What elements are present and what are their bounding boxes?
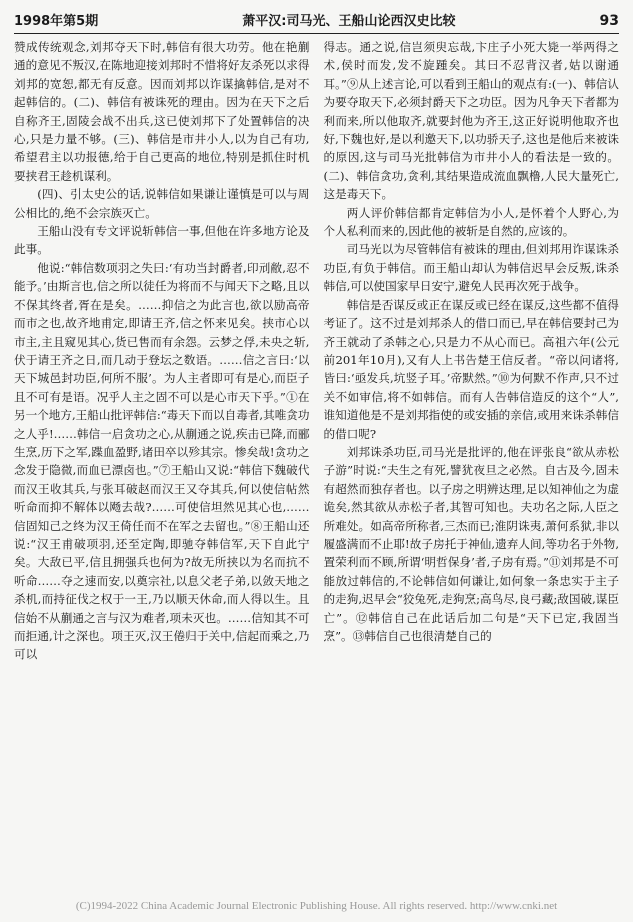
paragraph: 司马光以为尽管韩信有被诛的理由,但刘邦用诈谋诛杀功臣,有负于韩信。而王船山却认为韩信迟早会反叛,诛杀韩信,可以使国家早日安宁,避免人民再次死于战争。	[323, 242, 619, 294]
journal-issue: 1998年第5期	[14, 14, 99, 29]
paragraph: 韩信是否谋反或正在谋反或已经在谋反,这些都不值得考证了。这不过是刘邦杀人的借口而已,早在韩信要封己为齐王就动了杀韩之心,只是力不从心而已。高祖六年(公元前201年10月),又有人上书告楚王信反者。“帝以问诸将,皆曰:‘亟发兵,坑竖子耳。’帝默然。”⑩为何默不作声,只不过关不如审信,将不如韩信。而有人告韩信造反的这个“人”,谁知道他是不是刘邦指使的或安插的亲信,或用来诛杀韩信的借口呢?	[323, 297, 619, 441]
right-column	[324, 38, 620, 896]
running-header	[14, 4, 619, 34]
page-number: 93	[599, 13, 619, 29]
paragraph: 得志。通之说,信岂须臾忘哉,卞庄子小死大毙一举两得之术,侯时而发,发不旋踵矣。其曰不忍背汉者,姑以谢通耳。”⑨从上述言论,可以看到王船山的观点有:(一)、韩信认为要夺取天下,必须封爵天下之功臣。因为凡争天下者都为利而来,所以他取齐,就要封他为齐王,这正好说明他取齐也好,下魏也好,是以利邀天下,以功骄天子,这也是他后来被诛的原因,这与司马光批韩信为市井小人的看法是一致的。(二)、韩信贪功,贪利,其结果造成流血飘橹,人民大量死亡,这是毒天下。	[323, 40, 619, 202]
paragraph: 刘邦诛杀功臣,司马光是批评的,他在评张良“欲从赤松子游”时说:“夫生之有死,譬犹夜旦之必然。自古及今,固未有超然而独存者也。以子房之明辨达理,足以知神仙之为虚诡矣,然其欲从赤松子者,其智可知也。夫功名之际,人臣之所难处。如高帝所称者,三杰而已;淮阴诛夷,萧何系狱,非以履盛满而不止耶!故子房托于神仙,遗弃人间,等功名于外物,置荣利而不顾,所谓‘明哲保身’者,子房有焉。”⑪刘邦是不可能放过韩信的,不论韩信如何谦让,如何象一条忠实于主子的走狗,迟早会“狡兔死,走狗烹;高鸟尽,良弓藏;敌国破,谋臣亡”。⑫韩信自己在此话后加二句是“天下已定,我固当烹”。⑬韩信自己也很清楚自己的	[323, 444, 619, 643]
body-columns	[14, 38, 619, 896]
paragraph: 他说:“韩信数项羽之失曰:‘有功当封爵者,印刓敝,忍不能予。’由斯言也,信之所以徒任为将而不与闻天下之略,且以不保其终者,胥在是矣。……抑信之为此言也,欲以励高帝而市之也,故齐地甫定,即请王齐,信之怀来见矣。挟市心以市主,主且窥见其心,货已售而有余怨。云梦之俘,未央之斩,伏于请王齐之日,而几动于登坛之数语。……信之言曰:‘以天下城邑封功臣,何所不服’。为人主者即可有是心,而臣子且不可有是语。况乎人主之固不可以是心市天下乎。”①在另一个地方,王船山批评韩信:“毒天下而以自毒者,其唯贪功之人乎!……韩信一启贪功之心,从蒯通之说,疾击已降,而郦生烹,历下之军,蹀血盈野,诸田卒以殄其宗。惨矣哉!贪功之念发于隐微,而血已漂卤也。”⑦王船山又说:“韩信下魏破代而汉王收其兵,与张耳破赵而汉王又夺其兵,何以使信帖然听命而抑不解体以飏去哉?……可使信坦然见其心也,……信固知己之终为汉王倚任而不在军之去留也。”⑧王船山还说:“汉王甫破项羽,还至定陶,即驰夺韩信军,天下自此宁矣。大敌已平,信且拥强兵也何为?故无所挟以为名而抗不听命……夺之速而安,以奠宗社,以息父老子弟,以敛天地之杀机,而持征伐之权于一王,乃以顺天休命,而人得以生。且信始不从蒯通之言与汉为难者,项未灭也。……信知其不可而拒通,计之深也。项王灭,汉王倦归于关中,信起而乘之,乃可以	[14, 260, 310, 662]
copyright-footer: (C)1994-2022 China Academic Journal Electronic Publishing House. All rights reserved. http://www.cnki.net	[75, 900, 558, 912]
paragraph: 赞成传统观念,刘邦夺天下时,韩信有很大功劳。他在艳蒯通的意见不叛汉,在陈地迎接刘邦时不惜将好友杀死以求得刘邦的宽恕,都无有反意。因而刘邦以诈谋擒韩信,是对不起韩信的。(二)、韩信有被诛死的理由。因为在天下之后自称齐王,固陵会战不出兵,这已使刘邦下了处置韩信的决心,只是力量不够。(三)、韩信是市井小人,以为自己有功,希望君主以功报德,给于自己更高的地位,特别是抓住时机要挟君王趁机谋利。	[14, 40, 310, 183]
paragraph: (四)、引太史公的话,说韩信如果谦让谨慎是可以与周公相比的,绝不会宗族灭亡。	[14, 187, 310, 220]
paragraph: 王船山没有专文评说斩韩信一事,但他在许多地方论及此事。	[14, 224, 310, 257]
article-running-title: 萧平汉:司马光、王船山论西汉史比较	[242, 14, 456, 29]
left-column	[14, 38, 310, 896]
paragraph: 两人评价韩信都肯定韩信为小人,是怀着个人野心,为个人私利而来的,因此他的被斩是自然的,应该的。	[323, 205, 619, 239]
